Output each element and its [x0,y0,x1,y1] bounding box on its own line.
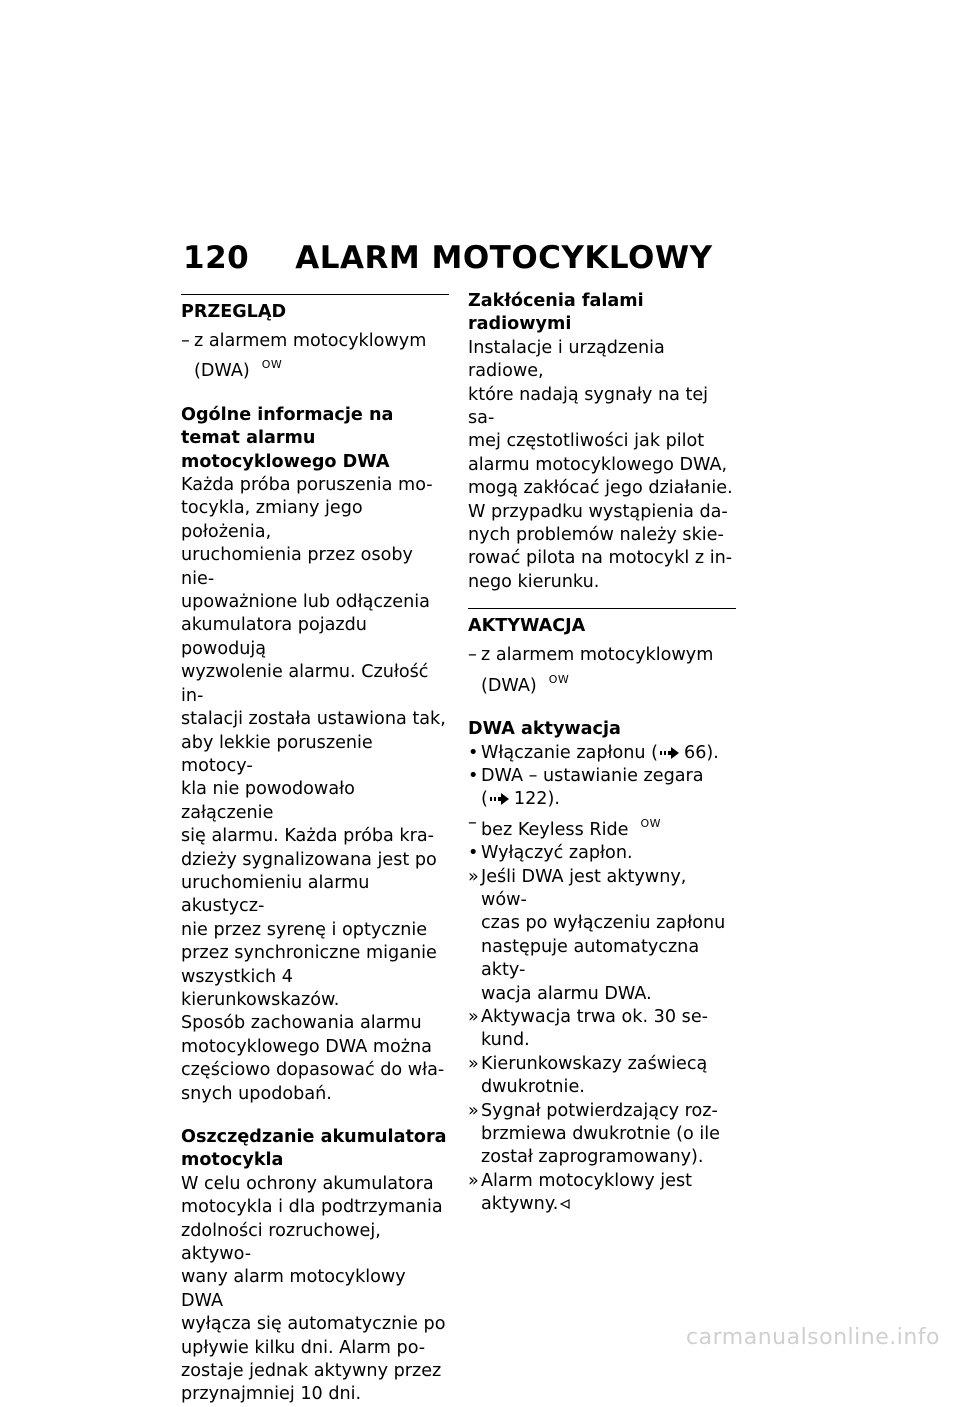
section-title-przeglad: PRZEGLĄD [181,302,287,322]
result-item: » Sygnał potwierdzający roz- brzmiewa dwukrotnie (o ile został zaprogramowany). [468,1100,720,1168]
section-divider [468,608,736,609]
battery-body: W celu ochrony akumulatora motocykla i dla podtrzymania zdolności rozruchowej, aktywo- wany alarm motocyklowy DWA wyłącza się automatycznie po upływie kilku dni. Alarm po- zostaje jednak aktywny przez przynajmniej 10 dni. [181,1173,446,1405]
step-ignition-off: • Wyłączyć zapłon. [468,842,736,865]
result-marker: » [468,1170,479,1191]
step-clock-set: • DWA – ustawianie zegara [468,765,736,788]
bullet-marker: • [468,742,479,763]
page-ref-122[interactable]: 122). [513,789,560,810]
variant-dwa-cont: (DWA) $^{OW}$ [194,358,283,382]
result-marker: » [468,1100,479,1121]
ow-label: OW [261,358,283,372]
bullet-marker: • [468,843,479,864]
ow-label: OW [548,672,570,686]
battery-heading: Oszczędzanie akumulatora motocykla [181,1127,447,1171]
bullet-marker: • [468,765,479,786]
result-marker: » [468,1053,479,1074]
result-item: » Alarm motocyklowy jest aktywny. [468,1170,693,1215]
result-item: » Aktywacja trwa ok. 30 se- kund. [468,1006,708,1051]
variant-keyless: – bez Keyless Ride $^{OW}$ [468,812,662,840]
interference-heading: Zakłócenia falami radiowymi [468,291,644,335]
dash-marker: – [468,812,477,833]
interference-body: Instalacje i urządzenia radiowe, które nadają sygnały na tej sa- mej częstotliwości jak pilot alarmu motocyklowego DWA, mogą zakłócać jego działanie. W przypadku wystąpienia da- nych problemów należy skie- rować pilota na motocykl z in- nego kierunku. [468,337,733,592]
result-item: » Jeśli DWA jest aktywny, wów- czas po wyłączeniu zapłonu następuje automatyczna akty- wacja alarmu DWA. [468,866,726,1004]
dash-marker: – [181,331,190,351]
dash-marker: – [468,645,477,666]
result-marker: » [468,866,479,887]
chapter-title: ALARM MOTOCYKLOWY [295,240,713,276]
activation-heading: DWA aktywacja [468,719,621,740]
general-info-body: Każda próba poruszenia mo- tocykla, zmiany jego położenia, uruchomienia przez osoby nie- upoważnione lub odłączenia akumulatora pojazdu powodują wyzwolenie alarmu. Czułość in- stalacji została ustawiona tak, aby lekkie poruszenie motocy- kla nie powodowało załączenie się alarmu. Każda próba kra- dzieży sygnalizowana jest po uruchomieniu alarmu akustycz- nie przez syrenę i optycznie przez synchroniczne miganie wszystkich 4 kierunkowskazów. Sposób zachowania alarmu motocyklowego DWA można częściowo dopasować do wła- snych upodobań. [181,475,446,1104]
page-number: 120 [183,240,250,276]
arrow-right-icon[interactable] [660,747,680,759]
arrow-right-icon[interactable] [490,793,510,805]
variant-dwa: – z alarmem motocyklowym [181,330,449,353]
section-title-aktywacja: AKTYWACJA [468,616,586,637]
ow-label: OW [640,816,662,830]
right-column [468,290,736,1217]
variant-dwa-cont: (DWA) $^{OW}$ [481,672,570,696]
page-ref-66[interactable]: 66). [684,742,719,763]
result-item: » Kierunkowskazy zaświecą dwukrotnie. [468,1053,708,1098]
triangle-left-icon [560,1199,570,1209]
variant-dwa: – z alarmem motocyklowym [468,644,736,667]
step-clock-set-cont: ( 122). [481,789,560,810]
page-header [183,240,713,276]
watermark: carmanualsonline.info [686,1325,940,1350]
step-ignition-on: • Włączanie zapłonu ( 66). [468,742,736,765]
general-info-heading: Ogólne informacje na temat alarmu motocyklowego DWA [181,404,394,472]
left-column [181,294,449,1407]
section-divider [181,294,449,295]
result-marker: » [468,1006,479,1027]
